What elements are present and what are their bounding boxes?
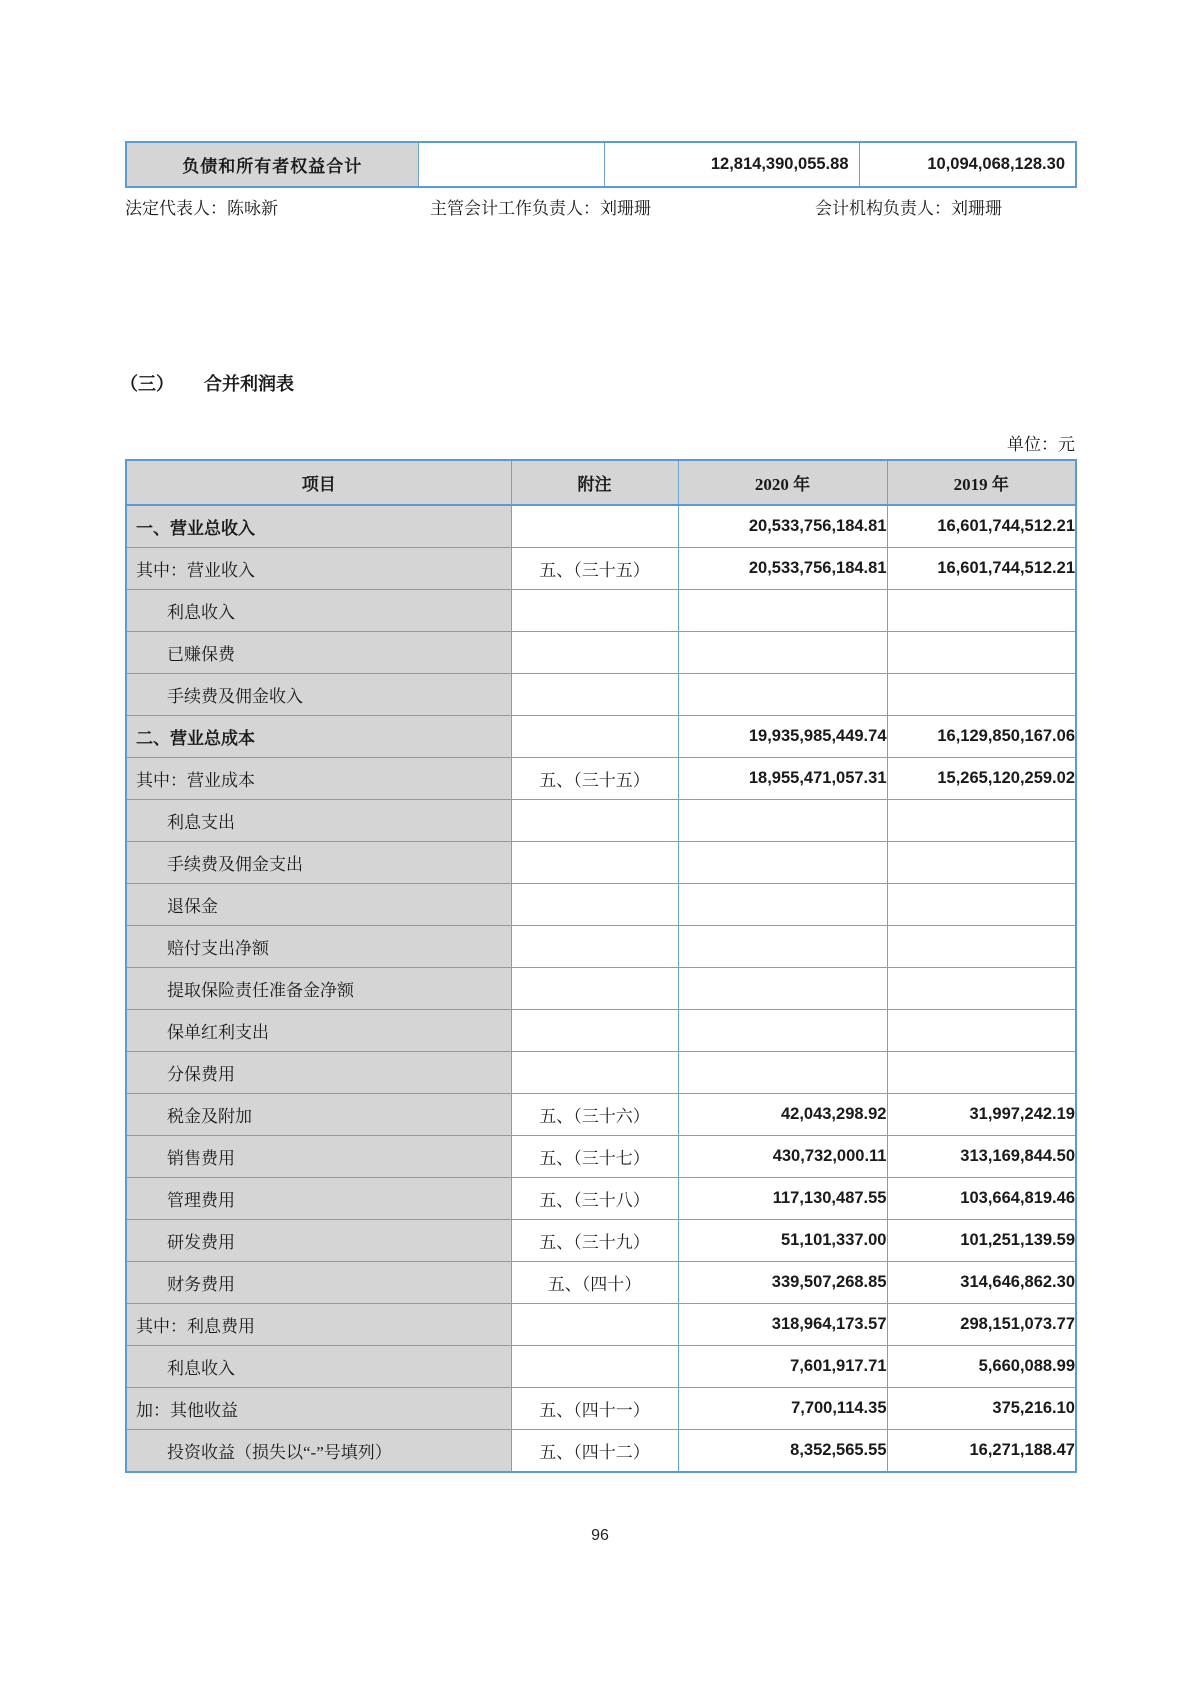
value-2019-cell: 16,601,744,512.21 [887,505,1076,548]
page-number: 96 [591,1527,609,1544]
table-row [126,142,1076,187]
note-cell: 五、（三十五） [511,548,678,590]
table-row [126,548,1076,590]
item-label-cell: 赔付支出净额 [126,926,511,968]
value-2020-cell [678,842,887,884]
total-row-table [125,141,1077,188]
note-cell [511,968,678,1010]
value-2019-cell [887,884,1076,926]
value-2020-cell: 339,507,268.85 [678,1262,887,1304]
header-2019: 2019 年 [887,460,1076,505]
item-label-cell: 手续费及佣金收入 [126,674,511,716]
total-current-value: 12,814,390,055.88 [604,142,859,187]
table-row [126,884,1076,926]
value-2020-cell: 18,955,471,057.31 [678,758,887,800]
value-2019-cell [887,968,1076,1010]
value-2019-cell [887,842,1076,884]
item-label-cell: 销售费用 [126,1136,511,1178]
note-cell [511,1346,678,1388]
item-label-cell: 利息收入 [126,1346,511,1388]
table-row [126,505,1076,548]
item-label-cell: 管理费用 [126,1178,511,1220]
header-item: 项目 [126,460,511,505]
section-title: 合并利润表 [204,374,294,394]
note-cell [511,842,678,884]
income-statement-table [125,459,1077,1473]
value-2019-cell [887,590,1076,632]
value-2020-cell: 430,732,000.11 [678,1136,887,1178]
table-row [126,1262,1076,1304]
note-cell [511,884,678,926]
table-row [126,1052,1076,1094]
total-liabilities-equity-label: 负债和所有者权益合计 [126,142,418,187]
note-cell [511,674,678,716]
value-2020-cell [678,632,887,674]
note-cell: 五、（三十七） [511,1136,678,1178]
note-cell [511,1304,678,1346]
item-label-cell: 退保金 [126,884,511,926]
value-2019-cell: 16,601,744,512.21 [887,548,1076,590]
value-2020-cell: 20,533,756,184.81 [678,505,887,548]
item-label-cell: 提取保险责任准备金净额 [126,968,511,1010]
value-2019-cell: 103,664,819.46 [887,1178,1076,1220]
item-label-cell: 投资收益（损失以“-”号填列） [126,1430,511,1473]
note-cell: 五、（四十一） [511,1388,678,1430]
value-2020-cell [678,884,887,926]
value-2020-cell [678,968,887,1010]
table-row [126,1220,1076,1262]
value-2020-cell: 51,101,337.00 [678,1220,887,1262]
table-row [126,758,1076,800]
note-cell: 五、（三十九） [511,1220,678,1262]
value-2020-cell: 20,533,756,184.81 [678,548,887,590]
value-2019-cell: 16,271,188.47 [887,1430,1076,1473]
value-2020-cell: 7,700,114.35 [678,1388,887,1430]
value-2019-cell [887,674,1076,716]
table-row [126,800,1076,842]
item-label-cell: 手续费及佣金支出 [126,842,511,884]
balance-sheet-total-table [125,141,1075,188]
table-row [126,590,1076,632]
legal-representative: 法定代表人：陈咏新 [125,199,278,218]
note-cell [511,716,678,758]
value-2020-cell [678,674,887,716]
income-table [125,459,1077,1473]
value-2019-cell: 298,151,073.77 [887,1304,1076,1346]
item-label-cell: 税金及附加 [126,1094,511,1136]
value-2019-cell: 375,216.10 [887,1388,1076,1430]
value-2019-cell [887,1052,1076,1094]
table-row [126,1010,1076,1052]
item-label-cell: 保单红利支出 [126,1010,511,1052]
note-cell: 五、（四十） [511,1262,678,1304]
header-2020: 2020 年 [678,460,887,505]
item-label-cell: 二、营业总成本 [126,716,511,758]
value-2020-cell [678,1052,887,1094]
item-label-cell: 其中：利息费用 [126,1304,511,1346]
value-2019-cell: 31,997,242.19 [887,1094,1076,1136]
table-row [126,674,1076,716]
header-note: 附注 [511,460,678,505]
value-2019-cell: 101,251,139.59 [887,1220,1076,1262]
value-2019-cell: 313,169,844.50 [887,1136,1076,1178]
table-row [126,926,1076,968]
value-2020-cell: 117,130,487.55 [678,1178,887,1220]
note-cell [511,505,678,548]
note-cell [511,1052,678,1094]
value-2019-cell [887,632,1076,674]
value-2020-cell [678,926,887,968]
item-label-cell: 其中：营业成本 [126,758,511,800]
value-2019-cell: 16,129,850,167.06 [887,716,1076,758]
table-row [126,1178,1076,1220]
table-row [126,1388,1076,1430]
item-label-cell: 已赚保费 [126,632,511,674]
note-cell [511,632,678,674]
value-2019-cell [887,800,1076,842]
note-cell [511,926,678,968]
value-2020-cell: 42,043,298.92 [678,1094,887,1136]
note-cell: 五、（三十五） [511,758,678,800]
section-heading [120,370,294,396]
note-cell: 五、（三十八） [511,1178,678,1220]
unit-label: 单位：元 [1007,435,1075,454]
value-2019-cell: 15,265,120,259.02 [887,758,1076,800]
table-row [126,632,1076,674]
value-2019-cell: 5,660,088.99 [887,1346,1076,1388]
note-cell: 五、（三十六） [511,1094,678,1136]
value-2020-cell: 19,935,985,449.74 [678,716,887,758]
item-label-cell: 利息支出 [126,800,511,842]
table-row [126,1136,1076,1178]
item-label-cell: 研发费用 [126,1220,511,1262]
item-label-cell: 一、营业总收入 [126,505,511,548]
value-2019-cell [887,926,1076,968]
note-cell [511,1010,678,1052]
empty-note-cell [418,142,604,187]
income-rows [126,505,1076,1472]
note-cell [511,800,678,842]
table-row [126,842,1076,884]
table-row [126,1304,1076,1346]
table-row [126,1430,1076,1473]
item-label-cell: 分保费用 [126,1052,511,1094]
value-2020-cell: 8,352,565.55 [678,1430,887,1473]
value-2020-cell [678,800,887,842]
signature-line [125,194,1075,220]
header-row [126,460,1076,505]
section-index: （三） [120,374,174,394]
table-row [126,1094,1076,1136]
note-cell [511,590,678,632]
item-label-cell: 加：其他收益 [126,1388,511,1430]
table-row [126,716,1076,758]
item-label-cell: 其中：营业收入 [126,548,511,590]
total-previous-value: 10,094,068,128.30 [859,142,1076,187]
value-2020-cell: 7,601,917.71 [678,1346,887,1388]
note-cell: 五、（四十二） [511,1430,678,1473]
item-label-cell: 利息收入 [126,590,511,632]
table-row [126,968,1076,1010]
item-label-cell: 财务费用 [126,1262,511,1304]
value-2020-cell [678,1010,887,1052]
chief-accountant: 主管会计工作负责人：刘珊珊 [430,199,651,218]
value-2020-cell [678,590,887,632]
value-2019-cell: 314,646,862.30 [887,1262,1076,1304]
value-2020-cell: 318,964,173.57 [678,1304,887,1346]
table-row [126,1346,1076,1388]
value-2019-cell [887,1010,1076,1052]
accounting-head: 会计机构负责人：刘珊珊 [815,199,1002,218]
